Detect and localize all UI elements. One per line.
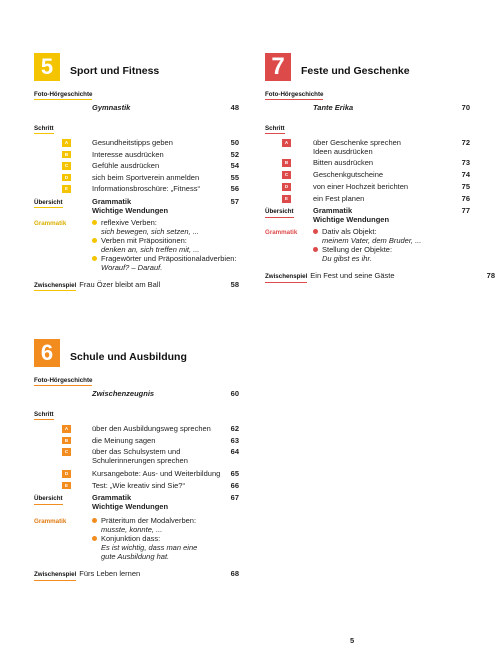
unit-number-badge: 5 bbox=[34, 53, 60, 81]
grammar-item bbox=[92, 218, 239, 227]
page-ref: 60 bbox=[230, 389, 239, 398]
unit-6-section bbox=[34, 337, 239, 581]
step-row bbox=[34, 424, 239, 436]
step-text: die Meinung sagen bbox=[92, 435, 156, 445]
step-row bbox=[34, 138, 239, 150]
page-ref: 58 bbox=[230, 279, 239, 289]
step-text-line2: Schulerinnerungen sprechen bbox=[92, 456, 188, 465]
page-ref: 77 bbox=[461, 206, 470, 215]
zwischenspiel-label: Zwischenspiel bbox=[34, 570, 76, 581]
bullet-dot bbox=[92, 536, 97, 541]
step-text: über Geschenke sprechen bbox=[313, 138, 401, 147]
zwischenspiel-row bbox=[265, 271, 495, 283]
step-row bbox=[265, 138, 470, 158]
step-badge: A bbox=[62, 139, 71, 147]
grammar-item bbox=[92, 254, 239, 263]
step-badge: A bbox=[62, 425, 71, 433]
grammar-item bbox=[313, 227, 470, 236]
grammar-item bbox=[92, 516, 239, 525]
schritt-label: Schritt bbox=[34, 125, 54, 132]
unit-5-section bbox=[34, 51, 239, 291]
page-number: 5 bbox=[350, 636, 355, 645]
grammar-text: Dativ als Objekt: bbox=[322, 227, 377, 236]
page-ref: 57 bbox=[230, 196, 239, 206]
bullet-dot bbox=[92, 518, 97, 523]
schritt-label: Schritt bbox=[265, 125, 285, 132]
grammar-example: denken an, sich treffen mit, ... bbox=[101, 244, 200, 254]
grammar-text: Verben mit Präpositionen: bbox=[101, 235, 187, 245]
grammar-item bbox=[92, 534, 239, 543]
step-row bbox=[34, 481, 239, 493]
foto-row bbox=[265, 103, 470, 112]
uebersicht-line: Grammatik bbox=[313, 206, 353, 215]
zwischenspiel-row bbox=[34, 569, 239, 581]
step-text: Informationsbroschüre: „Fitness“ bbox=[92, 184, 200, 193]
zwischenspiel-text: Fürs Leben lernen bbox=[79, 569, 141, 578]
grammar-text: Präteritum der Modalverben: bbox=[101, 516, 197, 525]
bullet-dot bbox=[313, 247, 318, 252]
step-badge: C bbox=[282, 171, 291, 179]
step-row bbox=[34, 447, 239, 469]
unit-7-section bbox=[265, 51, 495, 283]
grammar-item bbox=[92, 236, 239, 245]
step-text: sich beim Sportverein anmelden bbox=[92, 172, 200, 182]
step-badge: D bbox=[62, 470, 71, 478]
foto-hoergeschichte-label: Foto-Hörgeschichte bbox=[34, 91, 93, 98]
page-ref: 52 bbox=[230, 149, 239, 159]
page-ref: 68 bbox=[230, 569, 239, 578]
uebersicht-label: Übersicht bbox=[265, 207, 294, 218]
step-badge: B bbox=[62, 437, 71, 445]
page-ref: 65 bbox=[230, 469, 239, 478]
grammatik-label: Grammatik bbox=[34, 518, 67, 525]
step-text: Bitten ausdrücken bbox=[313, 158, 374, 167]
bullet-dot bbox=[92, 238, 97, 243]
grammar-item bbox=[313, 245, 470, 254]
page-ref: 62 bbox=[230, 424, 239, 433]
step-row bbox=[34, 436, 239, 448]
step-row bbox=[34, 150, 239, 162]
foto-title: Gymnastik bbox=[92, 103, 131, 112]
step-row bbox=[34, 173, 239, 185]
step-badge: E bbox=[62, 482, 71, 490]
bullet-dot bbox=[313, 229, 318, 234]
step-text: Interesse ausdrücken bbox=[92, 149, 164, 159]
step-text: Kursangebote: Aus- und Weiterbildung bbox=[92, 469, 221, 478]
grammatik-block bbox=[34, 218, 239, 272]
step-row bbox=[265, 170, 470, 182]
grammatik-block bbox=[34, 516, 239, 561]
step-text: ein Fest planen bbox=[313, 194, 365, 203]
grammar-example: meinem Vater, dem Bruder, ... bbox=[322, 236, 422, 245]
uebersicht-line: Wichtige Wendungen bbox=[92, 502, 169, 511]
uebersicht-line: Grammatik bbox=[92, 493, 132, 502]
page-ref: 66 bbox=[230, 480, 239, 490]
page-ref: 67 bbox=[230, 493, 239, 502]
zwischenspiel-text: Ein Fest und seine Gäste bbox=[310, 271, 395, 280]
step-text: Gesundheitstipps geben bbox=[92, 138, 173, 147]
step-row bbox=[34, 469, 239, 481]
unit-title: Feste und Geschenke bbox=[301, 65, 410, 77]
grammar-example: Worauf? – Darauf. bbox=[101, 262, 163, 272]
step-row bbox=[34, 161, 239, 173]
grammar-example: Es ist wichtig, dass man eine bbox=[101, 543, 198, 552]
bullet-dot bbox=[92, 256, 97, 261]
step-badge: B bbox=[282, 159, 291, 167]
page-ref: 64 bbox=[230, 447, 239, 456]
grammar-text: reflexive Verben: bbox=[101, 217, 157, 227]
unit-header bbox=[34, 337, 239, 367]
step-text: Gefühle ausdrücken bbox=[92, 161, 160, 170]
step-row bbox=[265, 194, 470, 206]
unit-number-badge: 7 bbox=[265, 53, 291, 81]
step-text-line2: Ideen ausdrücken bbox=[313, 147, 373, 156]
grammar-text: Stellung der Objekte: bbox=[322, 245, 393, 254]
foto-hoergeschichte-label: Foto-Hörgeschichte bbox=[34, 377, 93, 384]
schritt-label: Schritt bbox=[34, 411, 54, 418]
step-badge: D bbox=[282, 183, 291, 191]
bullet-dot bbox=[92, 220, 97, 225]
step-badge: A bbox=[282, 139, 291, 147]
step-row bbox=[34, 184, 239, 196]
step-badge: C bbox=[62, 448, 71, 456]
grammar-example: musste, konnte, ... bbox=[101, 525, 163, 534]
grammar-example: sich bewegen, sich setzen, ... bbox=[101, 226, 199, 236]
step-row bbox=[265, 182, 470, 194]
foto-title: Zwischenzeugnis bbox=[92, 389, 155, 398]
grammar-text: Fragewörter und Präpositionaladverbien: bbox=[101, 253, 237, 263]
zwischenspiel-label: Zwischenspiel bbox=[265, 272, 307, 283]
step-text: über das Schulsystem und bbox=[92, 447, 181, 456]
uebersicht-line: Wichtige Wendungen bbox=[92, 205, 169, 215]
page-ref: 76 bbox=[461, 194, 470, 203]
zwischenspiel-row bbox=[34, 280, 239, 292]
unit-header bbox=[265, 51, 470, 81]
page-ref: 70 bbox=[461, 103, 470, 112]
foto-title: Tante Erika bbox=[313, 103, 354, 112]
step-badge: E bbox=[62, 185, 71, 193]
page-ref: 56 bbox=[230, 184, 239, 193]
zwischenspiel-label: Zwischenspiel bbox=[34, 281, 76, 292]
step-badge: E bbox=[282, 195, 291, 203]
step-text: von einer Hochzeit berichten bbox=[313, 182, 409, 191]
grammatik-label: Grammatik bbox=[34, 219, 67, 227]
foto-hoergeschichte-label: Foto-Hörgeschichte bbox=[265, 91, 324, 98]
page-ref: 48 bbox=[230, 103, 239, 112]
step-text: Test: „Wie kreativ sind Sie?“ bbox=[92, 480, 185, 490]
step-badge: D bbox=[62, 174, 71, 182]
uebersicht-label: Übersicht bbox=[34, 494, 63, 505]
grammatik-block bbox=[265, 227, 470, 263]
step-badge: C bbox=[62, 162, 71, 170]
page-ref: 55 bbox=[230, 172, 239, 182]
page-ref: 78 bbox=[486, 271, 495, 280]
step-row bbox=[265, 158, 470, 170]
foto-row bbox=[34, 103, 239, 112]
step-text: Geschenkgutscheine bbox=[313, 170, 384, 179]
page-ref: 74 bbox=[461, 170, 470, 179]
uebersicht-row bbox=[34, 493, 239, 511]
grammar-text: Konjunktion dass: bbox=[101, 534, 161, 543]
grammar-example: Du gibst es ihr. bbox=[322, 254, 372, 263]
page-ref: 50 bbox=[230, 138, 239, 147]
zwischenspiel-text: Frau Özer bleibt am Ball bbox=[79, 279, 161, 289]
grammar-example-line2: gute Ausbildung hat. bbox=[101, 552, 170, 561]
unit-header bbox=[34, 51, 239, 81]
grammatik-label: Grammatik bbox=[265, 229, 298, 236]
page-ref: 73 bbox=[461, 158, 470, 167]
unit-title: Sport und Fitness bbox=[70, 65, 160, 77]
page-ref: 72 bbox=[461, 138, 470, 147]
uebersicht-line: Wichtige Wendungen bbox=[313, 215, 390, 224]
unit-number-badge: 6 bbox=[34, 339, 60, 367]
step-text: über den Ausbildungsweg sprechen bbox=[92, 424, 211, 433]
uebersicht-line: Grammatik bbox=[92, 196, 132, 206]
uebersicht-row bbox=[34, 197, 239, 215]
uebersicht-label: Übersicht bbox=[34, 198, 63, 209]
unit-title: Schule und Ausbildung bbox=[70, 351, 187, 363]
foto-row bbox=[34, 389, 239, 398]
page-ref: 75 bbox=[461, 182, 470, 191]
uebersicht-row bbox=[265, 206, 470, 224]
page-ref: 54 bbox=[230, 161, 239, 170]
step-badge: B bbox=[62, 151, 71, 159]
page-ref: 63 bbox=[230, 435, 239, 445]
